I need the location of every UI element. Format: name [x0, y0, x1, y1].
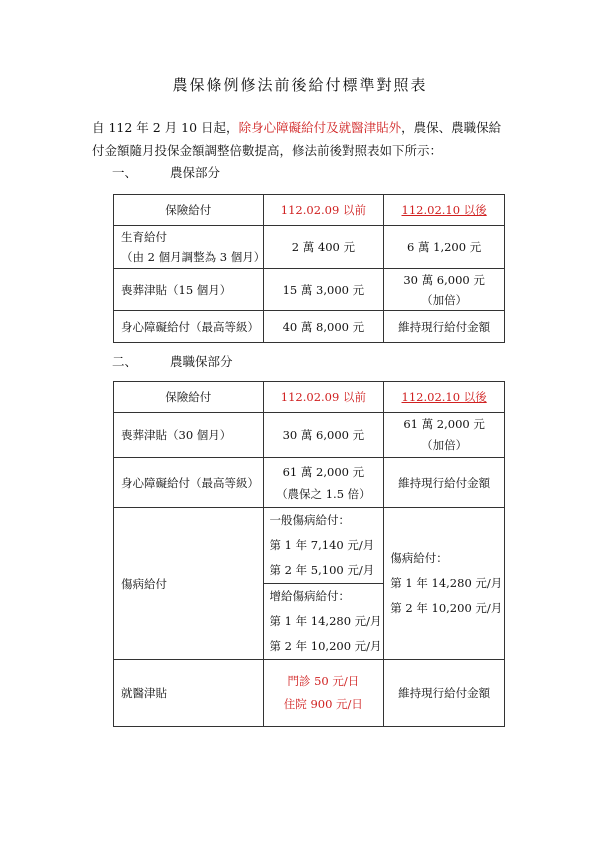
section2-heading: [112, 352, 233, 370]
section1-heading: [112, 163, 220, 181]
header-item: 保險給付: [114, 382, 264, 413]
after-injury-year2: 第 2 年 10,200 元/月: [390, 601, 503, 615]
row-item: 身心障礙給付（最高等級）: [114, 311, 264, 343]
section2-number: 二、: [112, 354, 138, 369]
after-injury-label: 傷病給付：: [390, 551, 448, 565]
row-after: 61 萬 2,000 元: [403, 417, 485, 431]
medical-outpatient: 門診 50 元/日: [287, 674, 360, 688]
after-injury-year1: 第 1 年 14,280 元/月: [390, 576, 503, 590]
table-row: [114, 508, 505, 584]
table-row: [114, 226, 505, 269]
intro-text-1: 自 112 年 2 月 10 日起，: [92, 120, 239, 135]
row-item: 喪葬津貼（15 個月）: [114, 269, 264, 311]
row-item: 身心障礙給付（最高等級）: [114, 458, 264, 508]
table-row: [114, 458, 505, 508]
row-before: 61 萬 2,000 元: [282, 464, 365, 479]
row-item-note: （由 2 個月調整為 3 個月）: [121, 250, 266, 264]
row-after: 維持現行給付金額: [384, 660, 505, 727]
intro-text-2: ，農保、農職保給付金額隨月投保金額調整倍數提高，修法前後對照表如下所示：: [92, 120, 502, 158]
extra-injury-label: 增給傷病給付：: [269, 589, 350, 603]
section1-label: 農保部分: [170, 165, 221, 180]
table-header-row: [114, 195, 505, 226]
general-injury-label: 一般傷病給付：: [269, 513, 350, 527]
row-item: 生育給付: [121, 230, 167, 244]
section1-number: 一、: [112, 165, 138, 180]
medical-inpatient: 住院 900 元/日: [283, 697, 363, 711]
header-before: 112.02.09 以前: [263, 382, 384, 413]
intro-text-highlight: 除身心障礙給付及就醫津貼外: [238, 120, 402, 135]
row-after-note: （加倍）: [421, 292, 468, 307]
row-after: 6 萬 1,200 元: [384, 226, 505, 269]
table-header-row: [114, 382, 505, 413]
intro-paragraph: [92, 116, 512, 162]
row-item: 傷病給付: [114, 508, 264, 660]
row-after: 30 萬 6,000 元: [403, 272, 485, 287]
section2-table: [113, 381, 505, 727]
general-injury-year1: 第 1 年 7,140 元/月: [269, 538, 375, 552]
table-row: [114, 660, 505, 727]
section1-table: [113, 194, 505, 343]
table-row: [114, 413, 505, 458]
row-before: 2 萬 400 元: [263, 226, 384, 269]
row-item: 喪葬津貼（30 個月）: [114, 413, 264, 458]
row-item: 就醫津貼: [114, 660, 264, 727]
row-after: 維持現行給付金額: [384, 458, 505, 508]
row-before: 40 萬 8,000 元: [263, 311, 384, 343]
table-row: [114, 311, 505, 343]
header-after: 112.02.10 以後: [384, 195, 505, 226]
row-after-note: （加倍）: [421, 438, 468, 452]
header-before: 112.02.09 以前: [263, 195, 384, 226]
header-after: 112.02.10 以後: [384, 382, 505, 413]
general-injury-year2: 第 2 年 5,100 元/月: [269, 563, 375, 577]
table-row: [114, 269, 505, 311]
row-before: 30 萬 6,000 元: [263, 413, 384, 458]
extra-injury-year1: 第 1 年 14,280 元/月: [269, 614, 382, 628]
header-item: 保險給付: [114, 195, 264, 226]
extra-injury-year2: 第 2 年 10,200 元/月: [269, 639, 382, 653]
section2-label: 農職保部分: [170, 354, 233, 369]
page-title: 農保條例修法前後給付標準對照表: [172, 76, 428, 94]
row-before-note: （農保之 1.5 倍）: [276, 486, 371, 501]
row-before: 15 萬 3,000 元: [263, 269, 384, 311]
row-after: 維持現行給付金額: [384, 311, 505, 343]
